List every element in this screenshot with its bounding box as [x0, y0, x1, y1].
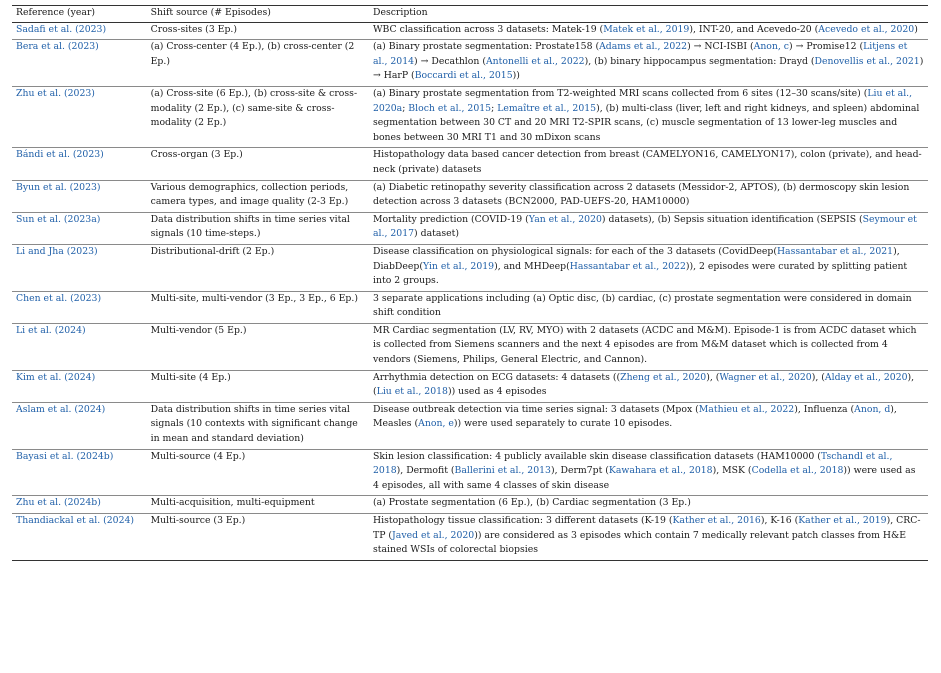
table-body: [12, 22, 928, 560]
description-text: Arrhythmia detection on ECG datasets: 4 datasets ((: [373, 371, 621, 383]
reference-cell: [12, 291, 147, 323]
shift-source-cell: (a) Cross-center (4 Ep.), (b) cross-center (2 Ep.): [147, 40, 369, 87]
reference-link[interactable]: Li and Jha (2023): [16, 245, 98, 257]
description-cell: [369, 402, 928, 449]
description-text: ) → HarP (: [373, 55, 924, 82]
citation-link[interactable]: Kather et al., 2019: [798, 515, 887, 526]
reference-link[interactable]: Kim et al. (2024): [16, 371, 96, 383]
reference-link[interactable]: Zhu et al. (2023): [16, 87, 95, 99]
description-text: ) → NCI-ISBI (: [687, 41, 754, 53]
description-cell: [369, 323, 928, 370]
citation-link[interactable]: Acevedo et al., 2020: [818, 23, 915, 35]
description-text: ) → Decathlon (: [414, 55, 486, 67]
reference-link[interactable]: Sun et al. (2023a): [16, 213, 101, 225]
reference-cell: [12, 323, 147, 370]
continual-learning-shift-table: [12, 5, 928, 561]
description-text: ), (: [373, 371, 915, 398]
citation-link[interactable]: Zheng et al., 2020: [620, 371, 707, 383]
description-cell: [369, 496, 928, 514]
description-text: ): [914, 23, 918, 35]
description-text: ), DiabDeep(: [373, 245, 900, 272]
description-text: Histopathology data based cancer detection from breast (CAMELYON16, CAMELYON17), colon (private), and head-neck (private) datasets: [373, 149, 922, 175]
description-text: MR Cardiac segmentation (LV, RV, MYO) with 2 datasets (ACDC and M&M). Episode-1 is from ACDC dataset which is collected from Siemens scanners and the next 4 episodes are from M&M dataset which is collected from 4 vendors (Siemens, Philips, General Electric, and Cannon).: [373, 324, 917, 366]
reference-cell: [12, 402, 147, 449]
description-text: Histopathology tissue classification: 3 different datasets (K-19 (: [373, 515, 673, 526]
shift-source-cell: (a) Cross-site (6 Ep.), (b) cross-site & cross-modality (2 Ep.), (c) same-site & cross-modality (2 Ep.): [147, 86, 369, 147]
description-text: ), Dermofit (: [396, 465, 455, 477]
description-text: )): [512, 70, 520, 82]
description-text: (a) Binary prostate segmentation from T2-weighted MRI scans collected from 6 sites (12–30 scans/site) (: [373, 87, 868, 99]
table-row: [12, 291, 928, 323]
description-cell: [369, 22, 928, 40]
citation-link[interactable]: Alday et al., 2020: [824, 371, 908, 383]
description-cell: [369, 40, 928, 87]
table-row: [12, 22, 928, 40]
citation-link[interactable]: Anon, d: [854, 403, 891, 415]
description-cell: [369, 514, 928, 561]
citation-link[interactable]: Adams et al., 2022: [599, 41, 688, 53]
reference-cell: [12, 180, 147, 212]
reference-link[interactable]: Bayasi et al. (2024b): [16, 450, 114, 462]
header-description: Description: [369, 6, 928, 23]
reference-link[interactable]: Bándi et al. (2023): [16, 149, 104, 161]
table-row: [12, 402, 928, 449]
shift-source-cell: Cross-sites (3 Ep.): [147, 22, 369, 40]
reference-cell: [12, 40, 147, 87]
table-row: [12, 244, 928, 291]
citation-link[interactable]: Liu et al., 2018: [376, 386, 448, 398]
reference-cell: [12, 496, 147, 514]
citation-link[interactable]: Liu et al., 2020a: [373, 87, 913, 114]
description-text: ), Influenza (: [794, 403, 855, 415]
shift-source-cell: Multi-source (4 Ep.): [147, 449, 369, 496]
description-text: ), CRC-TP (: [373, 515, 921, 541]
table-row: [12, 148, 928, 180]
description-text: ;: [402, 102, 409, 114]
citation-link[interactable]: Antonelli et al., 2022: [485, 55, 585, 67]
reference-link[interactable]: Li et al. (2024): [16, 324, 86, 336]
reference-cell: [12, 212, 147, 244]
citation-link[interactable]: Mathieu et al., 2022: [698, 403, 795, 415]
description-text: ), K-16 (: [760, 515, 799, 526]
description-text: ) dataset): [414, 228, 460, 240]
table-row: [12, 180, 928, 212]
citation-link[interactable]: Ballerini et al., 2013: [454, 465, 551, 477]
shift-source-cell: Multi-source (3 Ep.): [150, 515, 246, 526]
citation-link[interactable]: Wagner et al., 2020: [719, 371, 812, 383]
reference-cell: [12, 514, 147, 561]
shift-source-cell: Multi-site, multi-vendor (3 Ep., 3 Ep., 6 Ep.): [147, 291, 369, 323]
shift-source-cell: Multi-vendor (5 Ep.): [147, 323, 369, 370]
description-cell: [369, 212, 928, 244]
description-cell: [369, 148, 928, 180]
description-text: )), 2 episodes were curated by splitting patient into 2 groups.: [373, 260, 908, 287]
citation-link[interactable]: Anon, e: [418, 418, 454, 430]
reference-cell: [12, 86, 147, 147]
table-row: [12, 370, 928, 402]
citation-link[interactable]: Matek et al., 2019: [603, 23, 690, 35]
description-text: ) datasets), (b) Sepsis situation identification (SEPSIS (: [601, 213, 863, 225]
description-text: Skin lesion classification: 4 publicly available skin disease classification datasets (HAM10000 (: [373, 450, 821, 462]
citation-link[interactable]: Boccardi et al., 2015: [414, 70, 513, 82]
description-text: (a) Prostate segmentation (6 Ep.), (b) Cardiac segmentation (3 Ep.): [373, 497, 691, 509]
citation-link[interactable]: Yan et al., 2020: [528, 213, 602, 225]
citation-link[interactable]: Yin et al., 2019: [422, 260, 495, 272]
citation-link[interactable]: Codella et al., 2018: [751, 465, 844, 477]
description-text: Disease outbreak detection via time series signal: 3 datasets (Mpox (: [373, 403, 699, 415]
table-row: [12, 212, 928, 244]
reference-cell: [12, 22, 147, 40]
description-text: ), Derm7pt (: [550, 465, 609, 477]
shift-source-cell: Multi-site (4 Ep.): [147, 370, 369, 402]
header-shift-source: Shift source (# Episodes): [147, 6, 369, 23]
description-text: Disease classification on physiological signals: for each of the 3 datasets (CovidDeep(: [373, 245, 777, 257]
description-text: WBC classification across 3 datasets: Matek-19 (: [373, 23, 604, 35]
description-text: Mortality prediction (COVID-19 (: [373, 213, 529, 225]
shift-source-cell: Distributional-drift (2 Ep.): [147, 244, 369, 291]
reference-link[interactable]: Zhu et al. (2024b): [16, 497, 101, 509]
table-header-row: [12, 6, 928, 23]
table-row: [12, 514, 928, 561]
description-cell: [369, 180, 928, 212]
description-text: )) used as 4 episodes: [447, 386, 547, 398]
reference-link[interactable]: Byun et al. (2023): [16, 181, 101, 193]
citation-link[interactable]: Litjens et al., 2014: [373, 41, 908, 67]
shift-source-cell: Cross-organ (3 Ep.): [147, 148, 369, 180]
table-row: [12, 323, 928, 370]
table-row: [12, 449, 928, 496]
description-text: ) → Promise12 (: [789, 41, 864, 53]
description-text: ;: [491, 102, 498, 114]
citation-link[interactable]: Seymour et al., 2017: [373, 213, 917, 240]
table-row: [12, 496, 928, 514]
citation-link[interactable]: Bloch et al., 2015: [408, 102, 492, 114]
description-text: (a) Diabetic retinopathy severity classification across 2 datasets (Messidor-2, APTOS), (b) dermoscopy skin lesion detection across 3 datasets (BCN2000, PAD-UEFS-20, HAM10000): [373, 181, 910, 208]
description-text: ), (b) binary hippocampus segmentation: Drayd (: [584, 55, 815, 67]
reference-cell: [12, 244, 147, 291]
description-text: ), MSK (: [712, 465, 752, 477]
shift-source-cell: Various demographics, collection periods, camera types, and image quality (2-3 Ep.): [147, 180, 369, 212]
description-text: ), (: [811, 371, 825, 383]
description-text: ), (: [706, 371, 720, 383]
description-cell: [369, 86, 928, 147]
citation-link[interactable]: Hassantabar et al., 2022: [569, 260, 686, 272]
citation-link[interactable]: Javed et al., 2020: [392, 529, 475, 541]
description-cell: [369, 291, 928, 323]
description-text: ), INT-20, and Acevedo-20 (: [689, 23, 819, 35]
citation-link[interactable]: Anon, c: [753, 41, 790, 53]
description-cell: [369, 244, 928, 291]
description-text: )) were used as 4 episodes, all with same 4 classes of skin disease: [373, 465, 916, 491]
table-row: [12, 40, 928, 87]
citation-link[interactable]: Lemaître et al., 2015: [497, 102, 597, 114]
citation-link[interactable]: Kawahara et al., 2018: [608, 465, 713, 477]
reference-link[interactable]: Aslam et al. (2024): [16, 403, 106, 415]
description-text: (a) Binary prostate segmentation: Prostate158 (: [373, 41, 600, 53]
description-text: ), and MHDeep(: [494, 260, 570, 272]
description-cell: [369, 449, 928, 496]
table-row: [12, 86, 928, 147]
shift-source-cell: Data distribution shifts in time series vital signals (10 contexts with significant change in mean and standard deviation): [147, 402, 369, 449]
citation-link[interactable]: Hassantabar et al., 2021: [776, 245, 894, 257]
description-cell: [369, 370, 928, 402]
reference-cell: [12, 370, 147, 402]
citation-link[interactable]: Tschandl et al., 2018: [373, 450, 893, 477]
description-text: 3 separate applications including (a) Optic disc, (b) cardiac, (c) prostate segmentation were considered in domain shift condition: [373, 292, 912, 319]
shift-source-cell: Data distribution shifts in time series vital signals (10 time-steps.): [147, 212, 369, 244]
citation-link[interactable]: Denovellis et al., 2021: [814, 55, 920, 67]
header-reference: Reference (year): [12, 6, 147, 23]
description-text: ), Measles (: [373, 403, 897, 430]
reference-link[interactable]: Thandiackal et al. (2024): [16, 515, 135, 526]
reference-link[interactable]: Bera et al. (2023): [16, 41, 99, 53]
citation-link[interactable]: Kather et al., 2016: [672, 515, 761, 526]
description-text: )) are considered as 3 episodes which contain 7 medically relevant patch classes from H&E stained WSIs of colorectal biopsies: [373, 529, 907, 556]
reference-link[interactable]: Chen et al. (2023): [16, 292, 102, 304]
shift-source-cell: Multi-acquisition, multi-equipment: [147, 496, 369, 514]
description-text: )) were used separately to curate 10 episodes.: [453, 418, 673, 430]
reference-cell: [12, 148, 147, 180]
reference-cell: [12, 449, 147, 496]
reference-link[interactable]: Sadafi et al. (2023): [16, 23, 107, 35]
description-text: ), (b) multi-class (liver, left and right kidneys, and spleen) abdominal segmentation between 30 CT and 20 MRI T2-SPIR scans, (c) muscle segmentation of 13 lower-leg muscles and bones between 30 MRI T1 and 30 mDixon scans: [373, 102, 920, 143]
